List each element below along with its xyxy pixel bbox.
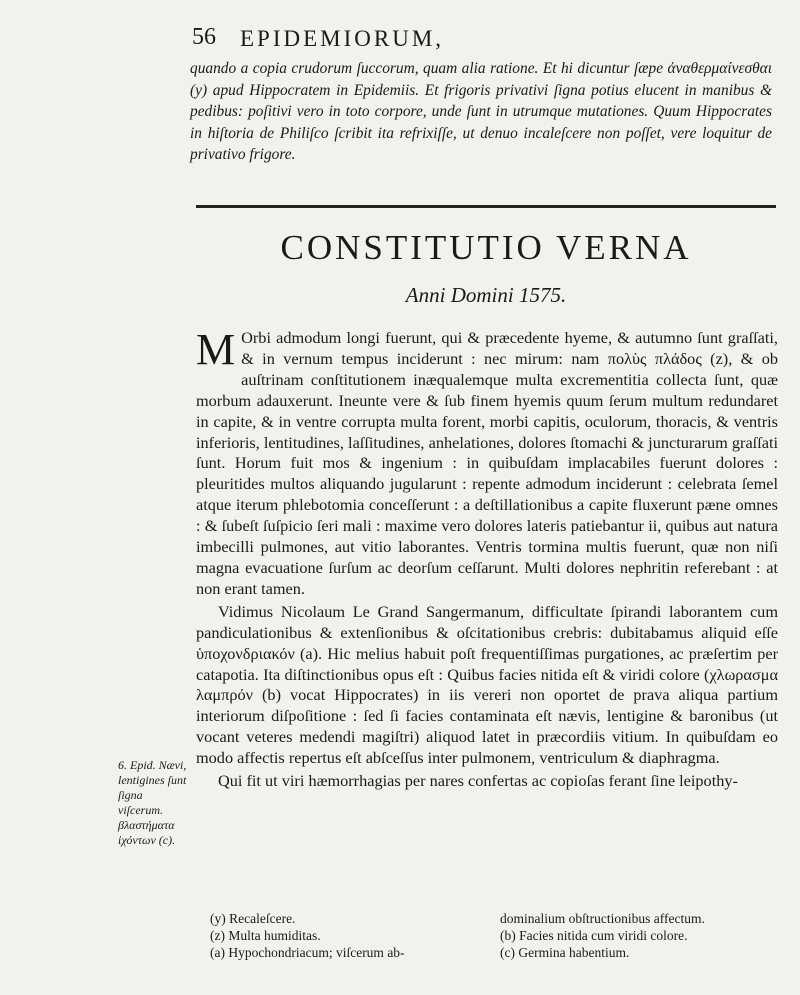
paragraph-1 (196, 325, 778, 600)
drop-cap: M (196, 325, 236, 374)
paragraph-1-text: Orbi admodum longi fuerunt, qui & præcedente hyeme, & autumno ſunt graſſati, & in vernum tempus inciderunt : nec mirum: nam πολὺς πλάδος (z), & ob auſtrinam conſtitutionem inæqualemque multa excrementitia collecta ſunt, quæ morbum adauxerunt. Ineunte vere & ſub finem hyemis quum ſerum multum redundaret in capite, & in ventre corrupta multa forent, morbi capitis, oculorum, thoracis, & ventris inferioris, lentitudines, laſſitudines, anhelationes, dolores ſtomachi & juncturarum graſſati ſunt. Horum fuit mos & ingenium : in quibuſdam implacabiles fuerunt dolores : pleuritides multos aliquando jugularunt : repente admodum inciderunt : celebrata ſemel atque iterum phlebotomia conceſſerunt : a deſtillationibus a capite fluxerunt pæne omnes : & ſubeſt ſuſpicio ſeri mali : maxime vero dolores lateris patiebantur ii, quibus aut natura imbecilli pulmones, aut vitio laborantes. Ventris tormina multis fuerunt, quæ non niſi magna evacuatione ſurſum ac deorſum ceſſarunt. Multi dolores nephritin referebant : at non erant tamen. (196, 328, 778, 598)
footnote-c: (c) Germina habentium. (500, 945, 630, 960)
footnote-y: (y) Recaleſcere. (210, 911, 296, 926)
footnote-z: (z) Multa humiditas. (210, 928, 321, 943)
page-header (192, 24, 782, 54)
section-title: CONSTITUTIO VERNA (280, 228, 692, 267)
footnote-a-continued: dominalium obſtructionibus affectum. (500, 911, 705, 926)
main-text (196, 325, 778, 792)
paragraph-3: Qui fit ut viri hæmorrhagias per nares confertas ac copioſas ferant ſine leipothy- (218, 771, 738, 791)
footnotes-left (210, 910, 480, 961)
page-number: 56 (192, 24, 216, 50)
footnote-b: (b) Facies nitida cum viridi colore. (500, 928, 688, 943)
paragraph-2: Vidimus Nicolaum Le Grand Sangermanum, difficultate ſpirandi laborantem cum pandiculationibus & extenſionibus & oſcitationibus crebris: dubitabamus aliquid eſſe ὑποχονδριακόν (a). Hic melius habuit poſt frequentiſſimas purgationes, ac præſertim per catapotia. Ita diſtinctionibus opus eſt : Quibus facies nitida eſt & viridi colore (χλωρασμα λαμπρόν (b) vocat Hippocrates) in iis vereri non oportet de prava aliqua partium interiorum diſpoſitione : ſed ſi facies contaminata eſt nævis, lentigine & baronibus (ut vocant veteres medendi magiſtri) aliquod latet in præcordiis vitium. In quibuſdam eo modo affectis repertus eſt abſceſſus inter pulmonem, ventriculum & diaphragma. (196, 601, 778, 768)
section-subtitle: Anni Domini 1575. (405, 283, 567, 307)
running-title: EPIDEMIORUM, (240, 26, 445, 51)
margin-note: 6. Epid. Nævi, lentigines ſunt ſigna viſcerum. βλαστήματα ἰχόντων (c). (118, 758, 187, 847)
footnote-a: (a) Hypochondriacum; viſcerum ab- (210, 945, 405, 960)
footnotes-right (500, 910, 790, 961)
section-divider (196, 205, 776, 208)
intro-paragraph: quando a copia crudorum ſuccorum, quam alia ratione. Et hi dicuntur ſæpe ἀναθερμαίνεσθαι (y) apud Hippocratem in Epidemiis. Et frigoris privativi ſigna potius elucent in manibus & pedibus: poſitivi vero in toto corpore, unde ſunt in utrumque mutationes. Quum Hippocrates in hiſtoria de Philiſco ſcribit ita refrixiſſe, ut denuo incaleſcere non poſſet, vere loquitur de privativo frigore. (190, 60, 772, 163)
